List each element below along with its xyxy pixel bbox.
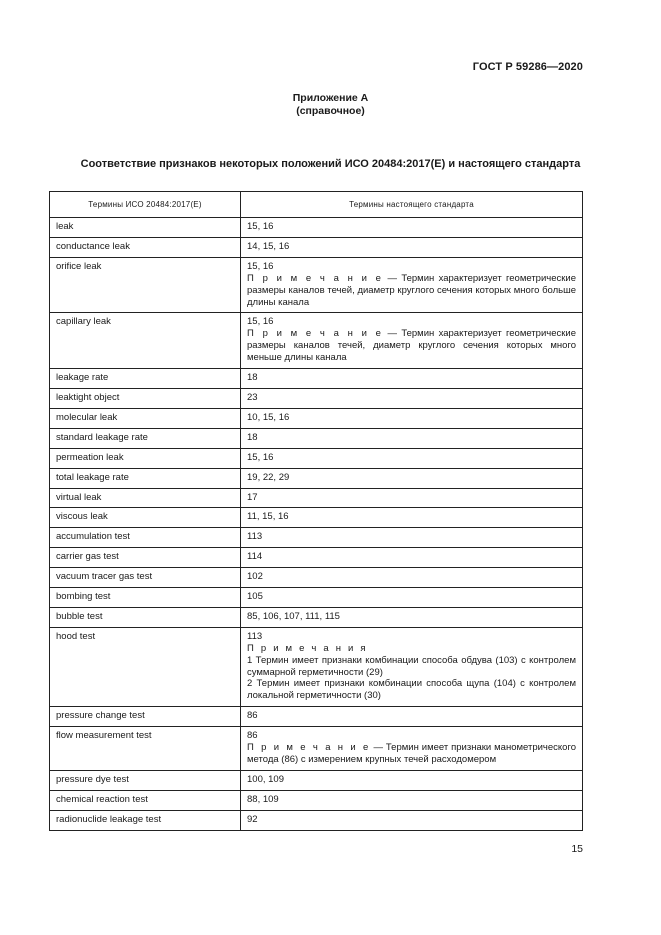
table-row (50, 810, 583, 830)
iso-term-cell: pressure dye test (50, 770, 241, 790)
iso-term-cell: capillary leak (50, 313, 241, 369)
table-row (50, 237, 583, 257)
column-header-standard-terms: Термины настоящего стандарта (241, 192, 583, 218)
table-row (50, 488, 583, 508)
note-text (247, 742, 576, 766)
iso-term-cell: leak (50, 218, 241, 238)
iso-term-cell: leaktight object (50, 388, 241, 408)
note-label: П р и м е ч а н и е (247, 328, 384, 340)
table-row (50, 568, 583, 588)
note-body: — Термин имеет признаки манометрического метода (86) с измерением крупных течей расходомером (247, 742, 577, 765)
note-body: — Термин характеризует геометрические размеры каналов течей, диаметр круглого сечения которых много меньше длины канала (247, 328, 577, 364)
reference-cell (241, 727, 583, 771)
column-header-iso-terms: Термины ИСО 20484:2017(E) (50, 192, 241, 218)
note-item-2: 2 Термин имеет признаки комбинации способа щупа (104) с контролем локальной герметичности (30) (247, 678, 576, 702)
iso-term-cell: chemical reaction test (50, 790, 241, 810)
iso-term-cell: standard leakage rate (50, 428, 241, 448)
iso-term-cell: radionuclide leakage test (50, 810, 241, 830)
reference-cell (241, 627, 583, 706)
table-row (50, 408, 583, 428)
reference-cell: 102 (241, 568, 583, 588)
table-row (50, 313, 583, 369)
appendix-title: Приложение А (292, 92, 369, 104)
reference-numbers: 15, 16 (247, 260, 274, 272)
note-text (247, 328, 576, 364)
reference-cell: 11, 15, 16 (241, 508, 583, 528)
reference-cell: 113 (241, 528, 583, 548)
table-title: Соответствие признаков некоторых положений ИСО 20484:2017(E) и настоящего стандарта (80, 158, 581, 170)
table-row (50, 707, 583, 727)
note-label: П р и м е ч а н и е (247, 742, 371, 754)
table-row (50, 468, 583, 488)
table-row (50, 727, 583, 771)
reference-cell: 100, 109 (241, 770, 583, 790)
appendix-heading (0, 92, 661, 118)
iso-term-cell: vacuum tracer gas test (50, 568, 241, 588)
reference-cell: 10, 15, 16 (241, 408, 583, 428)
table-row (50, 588, 583, 608)
reference-cell: 18 (241, 428, 583, 448)
table-row (50, 607, 583, 627)
reference-numbers: 113 (247, 630, 263, 642)
table-row (50, 257, 583, 313)
table-row (50, 548, 583, 568)
table-row (50, 790, 583, 810)
table-row (50, 388, 583, 408)
iso-term-cell: orifice leak (50, 257, 241, 313)
table-row (50, 369, 583, 389)
reference-cell (241, 313, 583, 369)
table-header-row (50, 192, 583, 218)
table-row (50, 448, 583, 468)
reference-cell: 114 (241, 548, 583, 568)
note-label: П р и м е ч а н и я (247, 642, 368, 654)
iso-term-cell: bombing test (50, 588, 241, 608)
reference-cell: 14, 15, 16 (241, 237, 583, 257)
iso-term-cell: permeation leak (50, 448, 241, 468)
table-row (50, 218, 583, 238)
reference-cell: 18 (241, 369, 583, 389)
reference-cell: 105 (241, 588, 583, 608)
iso-term-cell: carrier gas test (50, 548, 241, 568)
note-item-1: 1 Термин имеет признаки комбинации способа обдува (103) с контролем суммарной герметичности (29) (247, 654, 576, 678)
reference-numbers: 86 (247, 730, 258, 742)
reference-cell: 19, 22, 29 (241, 468, 583, 488)
iso-term-cell: molecular leak (50, 408, 241, 428)
iso-term-cell: conductance leak (50, 237, 241, 257)
reference-cell: 88, 109 (241, 790, 583, 810)
reference-cell: 23 (241, 388, 583, 408)
reference-cell: 17 (241, 488, 583, 508)
table-row (50, 770, 583, 790)
standard-designation: ГОСТ Р 59286—2020 (472, 61, 583, 73)
reference-numbers: 15, 16 (247, 316, 274, 328)
iso-term-cell: flow measurement test (50, 727, 241, 771)
iso-term-cell: pressure change test (50, 707, 241, 727)
table-row (50, 528, 583, 548)
table-row (50, 627, 583, 706)
appendix-subtitle: (справочное) (296, 105, 365, 117)
reference-cell: 92 (241, 810, 583, 830)
page-number: 15 (571, 843, 583, 855)
iso-term-cell: total leakage rate (50, 468, 241, 488)
terms-correspondence-table (49, 191, 583, 831)
note-body: — Термин характеризует геометрические размеры каналов течей, диаметр круглого сечения которых много больше длины канала (247, 272, 577, 308)
note-text (247, 273, 576, 309)
reference-cell: 15, 16 (241, 218, 583, 238)
iso-term-cell: viscous leak (50, 508, 241, 528)
table-row (50, 428, 583, 448)
iso-term-cell: virtual leak (50, 488, 241, 508)
reference-cell: 85, 106, 107, 111, 115 (241, 607, 583, 627)
iso-term-cell: leakage rate (50, 369, 241, 389)
reference-cell (241, 257, 583, 313)
iso-term-cell: bubble test (50, 607, 241, 627)
note-label: П р и м е ч а н и е (247, 272, 384, 284)
reference-cell: 86 (241, 707, 583, 727)
iso-term-cell: hood test (50, 627, 241, 706)
reference-cell: 15, 16 (241, 448, 583, 468)
table-row (50, 508, 583, 528)
iso-term-cell: accumulation test (50, 528, 241, 548)
